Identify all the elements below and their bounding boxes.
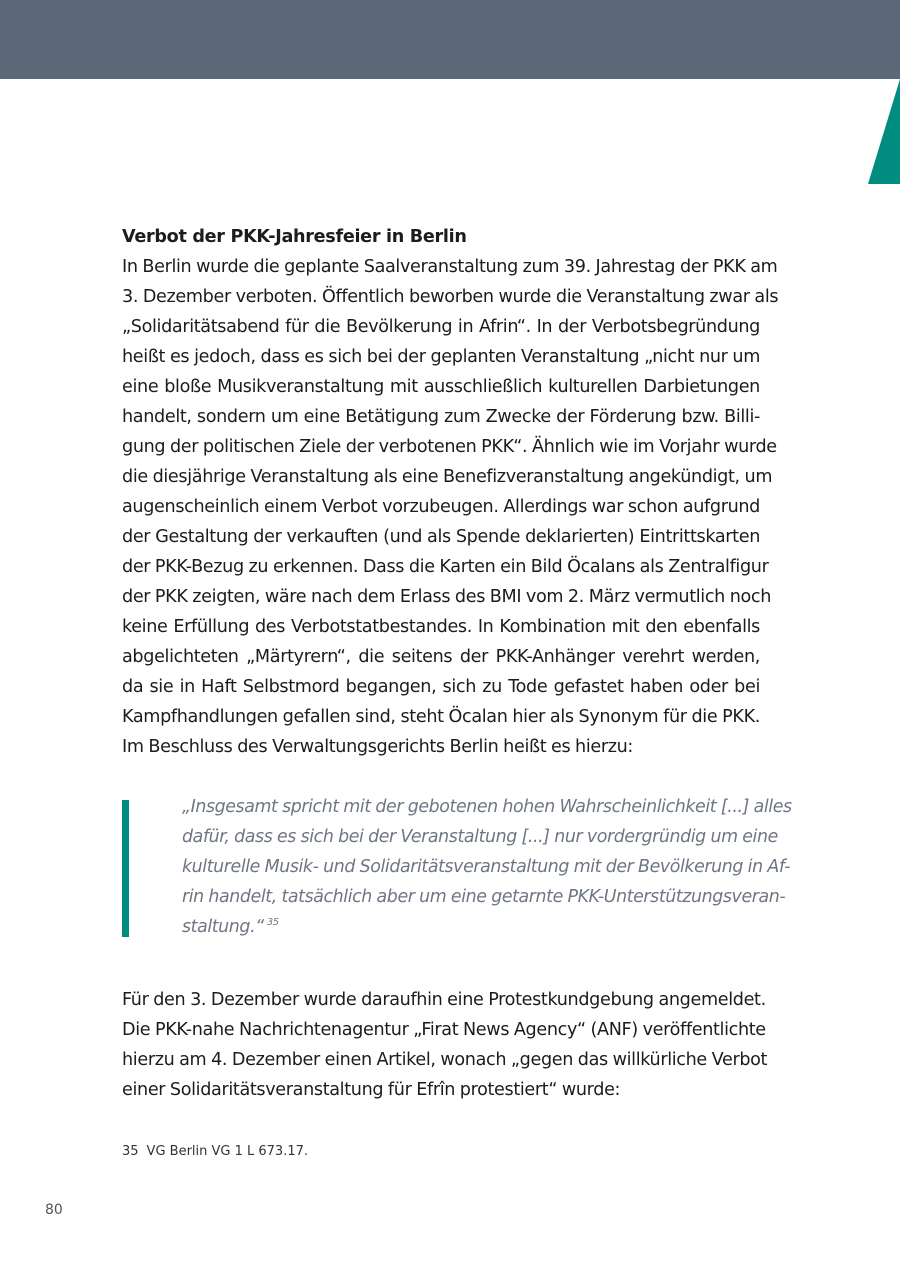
section-heading: Verbot der PKK-Jahresfeier in Berlin xyxy=(122,227,467,247)
paragraph-line: da sie in Haft Selbstmord begangen, sich zu Tode gefastet haben oder bei xyxy=(122,677,760,697)
paragraph-line: handelt, sondern um eine Betätigung zum Zwecke der Förderung bzw. Billi- xyxy=(122,407,760,427)
paragraph-line: die diesjährige Veranstaltung als eine Benefizveranstaltung angekündigt, um xyxy=(122,467,773,487)
quote-line: kulturelle Musik- und Solidaritätsveranstaltung mit der Bevölkerung in Af- xyxy=(182,857,791,877)
paragraph-line: 3. Dezember verboten. Öffentlich beworben wurde die Veranstaltung zwar als xyxy=(122,287,779,307)
corner-tab-marker xyxy=(868,79,900,184)
paragraph-line: abgelichteten „Märtyrern“, die seitens der PKK-Anhänger verehrt werden, xyxy=(122,647,760,667)
paragraph-line: heißt es jedoch, dass es sich bei der geplanten Veranstaltung „nicht nur um xyxy=(122,347,760,367)
main-content xyxy=(122,222,792,1105)
page-number: 80 xyxy=(45,1202,63,1218)
quote-line: staltung.“ $^{35}$ xyxy=(182,917,279,937)
paragraph-line: Die PKK-nahe Nachrichtenagentur „Firat News Agency“ (ANF) veröffentlichte xyxy=(122,1020,766,1040)
paragraph-line: Für den 3. Dezember wurde daraufhin eine Protestkundgebung angemeldet. xyxy=(122,990,766,1010)
paragraph-line: Kampfhandlungen gefallen sind, steht Öcalan hier als Synonym für die PKK. xyxy=(122,707,760,727)
quote-line: „Insgesamt spricht mit der gebotenen hohen Wahrscheinlichkeit [...] alles xyxy=(182,797,792,817)
quote-accent-bar xyxy=(122,800,129,937)
paragraph-line: In Berlin wurde die geplante Saalveranstaltung zum 39. Jahrestag der PKK am xyxy=(122,257,778,277)
footnote xyxy=(122,1143,308,1161)
blockquote xyxy=(122,792,792,942)
paragraph-line: einer Solidaritätsveranstaltung für Efrîn protestiert“ wurde: xyxy=(122,1080,621,1100)
footnote-number: 35 xyxy=(122,1144,139,1159)
header-bar xyxy=(0,0,900,79)
paragraph-line: gung der politischen Ziele der verbotenen PKK“. Ähnlich wie im Vorjahr wurde xyxy=(122,437,777,457)
paragraph-line: der PKK zeigten, wäre nach dem Erlass des BMI vom 2. März vermutlich noch xyxy=(122,587,772,607)
paragraph-line: Im Beschluss des Verwaltungsgerichts Berlin heißt es hierzu: xyxy=(122,737,634,757)
quote-line: dafür, dass es sich bei der Veranstaltung [...] nur vordergründig um eine xyxy=(182,827,778,847)
paragraph-line: der Gestaltung der verkauften (und als Spende deklarierten) Eintrittskarten xyxy=(122,527,760,547)
quote-text xyxy=(182,792,792,942)
paragraph-line: der PKK-Bezug zu erkennen. Dass die Karten ein Bild Öcalans als Zentralfigur xyxy=(122,557,769,577)
paragraph-line: keine Erfüllung des Verbotstatbestandes. In Kombination mit den ebenfalls xyxy=(122,617,760,637)
quote-line: rin handelt, tatsächlich aber um eine getarnte PKK-Unterstützungsveran- xyxy=(182,887,786,907)
paragraph-1 xyxy=(122,252,779,762)
paragraph-line: hierzu am 4. Dezember einen Artikel, wonach „gegen das willkürliche Verbot xyxy=(122,1050,768,1070)
paragraph-line: eine bloße Musikveranstaltung mit ausschließlich kulturellen Darbietungen xyxy=(122,377,760,397)
paragraph-line: „Solidaritätsabend für die Bevölkerung in Afrin“. In der Verbotsbegründung xyxy=(122,317,760,337)
footnote-text: VG Berlin VG 1 L 673.17. xyxy=(146,1144,308,1159)
paragraph-2 xyxy=(122,985,768,1105)
paragraph-line: augenscheinlich einem Verbot vorzubeugen. Allerdings war schon aufgrund xyxy=(122,497,760,517)
footnote-reference: 35 xyxy=(266,917,279,929)
